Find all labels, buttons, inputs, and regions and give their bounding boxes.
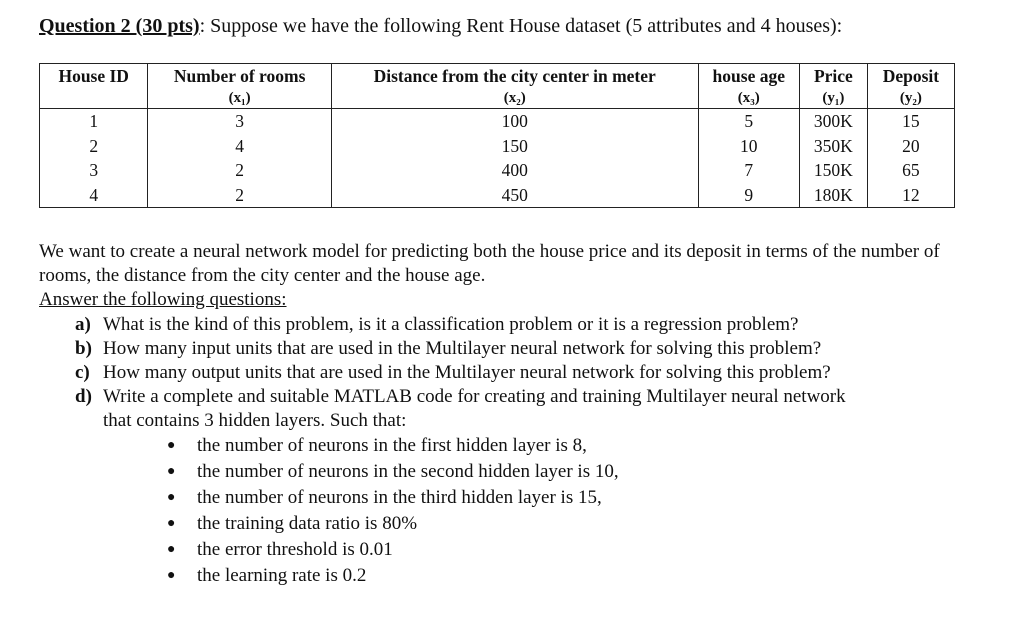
- bullet-icon: ●: [167, 464, 176, 479]
- question-label: Question 2 (30 pts): [39, 15, 200, 37]
- cell-distance: 450: [331, 183, 698, 208]
- cell-price: 300K: [799, 109, 867, 134]
- header-house-age: house age (x₃): [698, 64, 799, 109]
- list-item: ● the learning rate is 0.2: [167, 565, 367, 586]
- bullet-icon: ●: [167, 516, 176, 531]
- header-price: Price (y₁): [799, 64, 867, 109]
- list-item: ● the training data ratio is 80%: [167, 513, 418, 534]
- cell-distance: 150: [331, 134, 698, 159]
- header-rooms: Number of rooms (x₁): [148, 64, 331, 109]
- question-intro: : Suppose we have the following Rent House dataset (5 attributes and 4 houses):: [199, 15, 843, 37]
- question-a: a) What is the kind of this problem, is it a classification problem or it is a regression problem?: [75, 314, 799, 335]
- rent-house-table: [39, 63, 955, 208]
- cell-deposit: 12: [867, 183, 954, 208]
- cell-deposit: 20: [867, 134, 954, 159]
- cell-rooms: 2: [148, 158, 331, 183]
- bullet-icon: ●: [167, 490, 176, 505]
- cell-deposit: 65: [867, 158, 954, 183]
- header-distance: Distance from the city center in meter (x₂): [331, 64, 698, 109]
- list-item: ● the number of neurons in the first hidden layer is 8,: [167, 435, 587, 456]
- problem-description: We want to create a neural network model for predicting both the house price and its deposit in terms of the number of rooms, the distance from the city center and the house age.: [39, 241, 940, 286]
- question-c: c) How many output units that are used in the Multilayer neural network for solving this problem?: [75, 362, 831, 383]
- question-title: [39, 14, 842, 38]
- bullet-icon: ●: [167, 438, 176, 453]
- answer-heading: Answer the following questions:: [39, 289, 287, 310]
- cell-house-age: 9: [698, 183, 799, 208]
- cell-price: 150K: [799, 158, 867, 183]
- bullet-icon: ●: [167, 542, 176, 557]
- table-header-row: [40, 64, 955, 109]
- header-house-id: House ID: [40, 64, 148, 109]
- list-item: ● the number of neurons in the third hidden layer is 15,: [167, 487, 602, 508]
- cell-rooms: 3: [148, 109, 331, 134]
- cell-house-age: 5: [698, 109, 799, 134]
- cell-rooms: 4: [148, 134, 331, 159]
- cell-house-id: 1: [40, 109, 148, 134]
- cell-distance: 100: [331, 109, 698, 134]
- cell-house-age: 10: [698, 134, 799, 159]
- cell-house-id: 4: [40, 183, 148, 208]
- list-item: ● the number of neurons in the second hidden layer is 10,: [167, 461, 619, 482]
- header-deposit: Deposit (y₂): [867, 64, 954, 109]
- table-row: [40, 109, 955, 134]
- cell-house-id: 2: [40, 134, 148, 159]
- table-row: [40, 183, 955, 208]
- cell-rooms: 2: [148, 183, 331, 208]
- cell-price: 350K: [799, 134, 867, 159]
- cell-house-id: 3: [40, 158, 148, 183]
- list-item: ● the error threshold is 0.01: [167, 539, 393, 560]
- cell-price: 180K: [799, 183, 867, 208]
- table-row: [40, 158, 955, 183]
- cell-deposit: 15: [867, 109, 954, 134]
- bullet-icon: ●: [167, 568, 176, 583]
- question-b: b) How many input units that are used in the Multilayer neural network for solving this problem?: [75, 338, 822, 359]
- cell-house-age: 7: [698, 158, 799, 183]
- table-row: [40, 134, 955, 159]
- question-d: d) Write a complete and suitable MATLAB code for creating and training Multilayer neural network that contains 3 hidden layers. Such that:: [75, 386, 846, 431]
- cell-distance: 400: [331, 158, 698, 183]
